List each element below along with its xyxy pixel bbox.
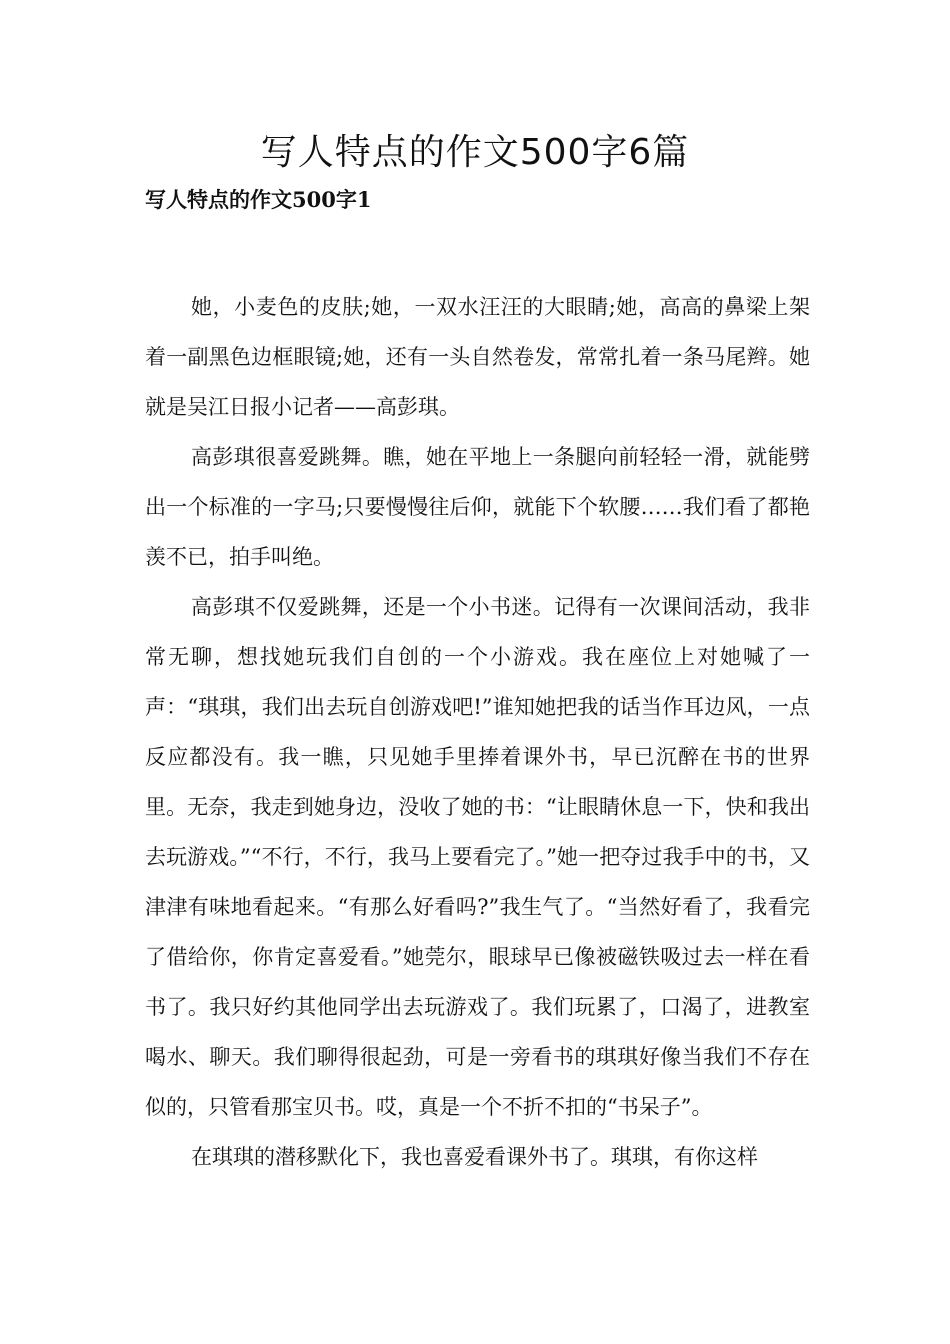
document-title: 写人特点的作文500字6篇 xyxy=(260,132,690,173)
paragraph: 她，小麦色的皮肤;她，一双水汪汪的大眼睛;她，高高的鼻梁上架着一副黑色边框眼镜;她，还有一头自然卷发，常常扎着一条马尾辫。她就是吴江日报小记者——高彭琪。 xyxy=(145,295,810,419)
paragraph: 高彭琪很喜爱跳舞。瞧，她在平地上一条腿向前轻轻一滑，就能劈出一个标准的一字马;只要慢慢往后仰，就能下个软腰……我们看了都艳羡不已，拍手叫绝。 xyxy=(145,445,810,569)
essay-body xyxy=(145,282,810,1182)
section-heading: 写人特点的作文500字1 xyxy=(145,187,372,212)
paragraph: 高彭琪不仅爱跳舞，还是一个小书迷。记得有一次课间活动，我非常无聊，想找她玩我们自创的一个小游戏。我在座位上对她喊了一声：“琪琪，我们出去玩自创游戏吧!”谁知她把我的话当作耳边风，一点反应都没有。我一瞧，只见她手里捧着课外书，早已沉醉在书的世界里。无奈，我走到她身边，没收了她的书：“让眼睛休息一下，快和我出去玩游戏。”“不行，不行，我马上要看完了。”她一把夺过我手中的书，又津津有味地看起来。“有那么好看吗?”我生气了。“当然好看了，我看完了借给你，你肯定喜爱看。”她莞尔，眼球早已像被磁铁吸过去一样在看书了。我只好约其他同学出去玩游戏了。我们玩累了，口渴了，进教室喝水、聊天。我们聊得很起劲，可是一旁看书的琪琪好像当我们不存在似的，只管看那宝贝书。哎，真是一个不折不扣的“书呆子”。 xyxy=(145,595,810,1119)
paragraph: 在琪琪的潜移默化下，我也喜爱看课外书了。琪琪，有你这样 xyxy=(191,1145,758,1169)
